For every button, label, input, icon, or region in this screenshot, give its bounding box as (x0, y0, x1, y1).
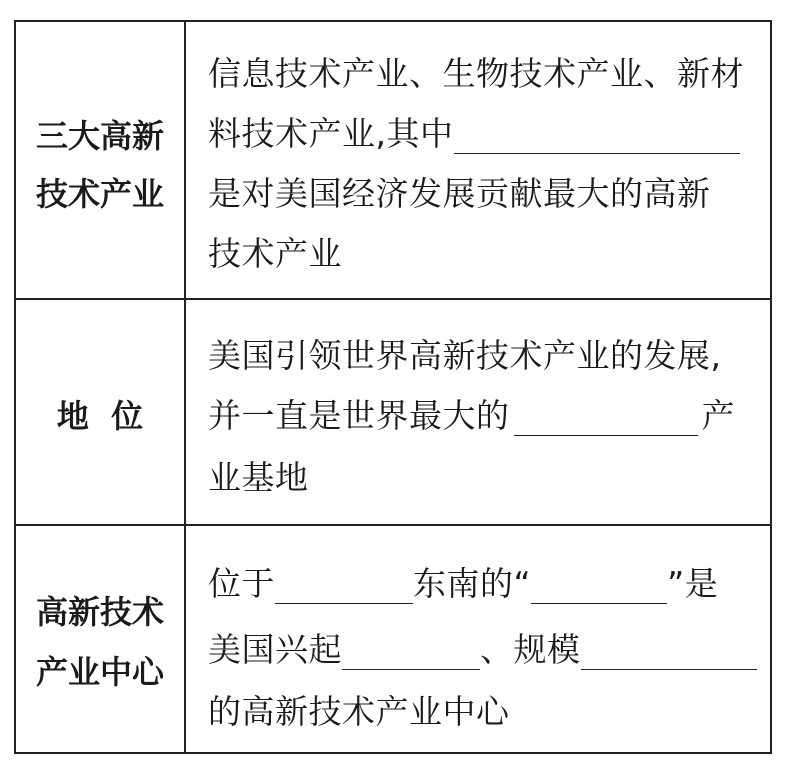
content-text: 美国兴起 (208, 630, 342, 669)
content-line (208, 396, 735, 436)
content-line (208, 564, 718, 604)
row-label-cell (16, 300, 186, 524)
row-content-cell (186, 22, 770, 298)
fill-in-blank[interactable] (454, 123, 740, 154)
content-text: ”是 (667, 564, 719, 603)
row-content-cell (186, 300, 770, 524)
table-row-status (16, 300, 770, 526)
table-row-industry-center (16, 526, 770, 752)
fill-in-blank[interactable] (531, 573, 667, 604)
row-label-line: 高新技术 (35, 593, 164, 631)
content-text: 位于 (208, 564, 275, 603)
row-label-cell (16, 22, 186, 298)
row-label-line: 地 位 (56, 397, 144, 435)
row-content-cell (186, 526, 770, 752)
row-label-line: 产业中心 (35, 653, 164, 691)
fill-in-blank[interactable] (275, 573, 413, 604)
content-text: 并一直是世界最大的 (208, 396, 510, 435)
table-row-high-tech-industries (16, 22, 770, 300)
info-table (14, 20, 772, 754)
content-text: 、规模 (480, 630, 581, 669)
row-label-line: 三大高新 (35, 117, 164, 155)
row-label-line: 技术产业 (35, 175, 164, 213)
fill-in-blank[interactable] (342, 639, 480, 670)
content-text: 料技术产业,其中 (208, 114, 454, 153)
content-line (208, 114, 740, 154)
row-label-cell (16, 526, 186, 752)
content-line: 的高新技术产业中心 (208, 692, 510, 731)
fill-in-blank[interactable] (581, 639, 757, 670)
content-line (208, 630, 757, 670)
content-line: 信息技术产业、生物技术产业、新材 (208, 54, 744, 93)
fill-in-blank[interactable] (514, 405, 698, 436)
content-line: 美国引领世界高新技术产业的发展, (208, 336, 722, 375)
content-text: 产 (701, 396, 735, 435)
content-line: 技术产业 (208, 234, 342, 273)
content-line: 是对美国经济发展贡献最大的高新 (208, 174, 711, 213)
content-line: 业基地 (208, 458, 309, 497)
content-text: 东南的“ (413, 564, 532, 603)
